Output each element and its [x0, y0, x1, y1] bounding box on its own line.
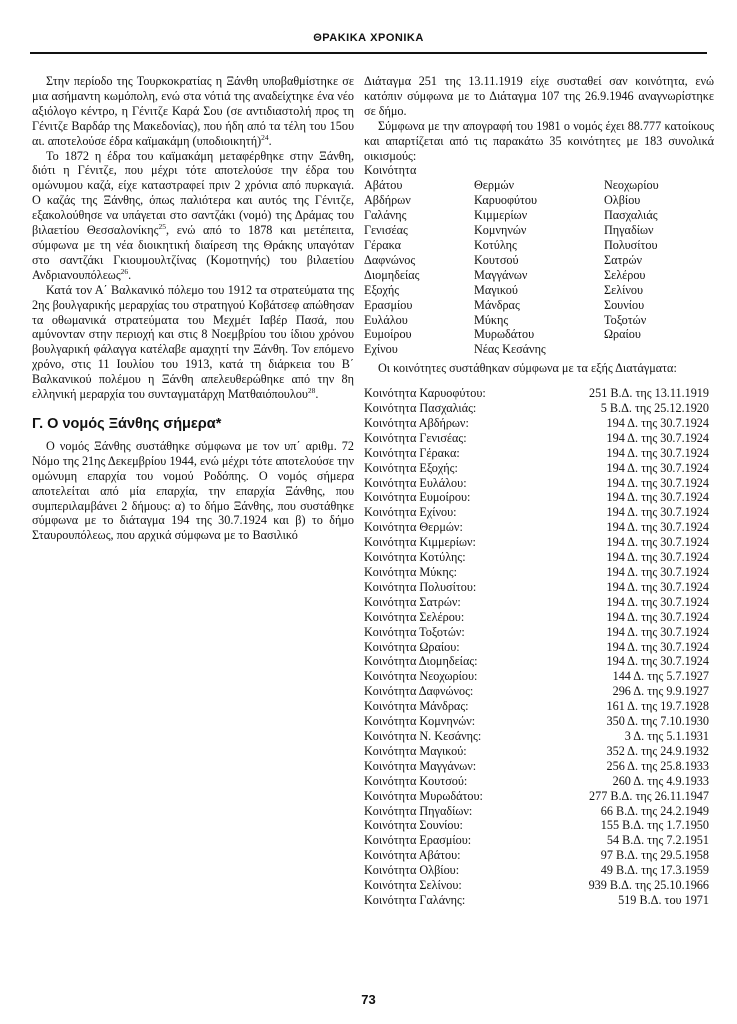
decree-community: Κοινότητα Μάνδρας:	[364, 699, 469, 714]
decree-community: Κοινότητα Σελίνου:	[364, 878, 462, 893]
village-list	[364, 163, 714, 357]
decree-reference: 144 Δ. της 5.7.1927	[612, 669, 709, 684]
decree-community: Κοινότητα Κομνηνών:	[364, 714, 476, 729]
decree-community: Κοινότητα Αβάτου:	[364, 848, 461, 863]
footnote-ref: 26	[120, 266, 129, 276]
paragraph-1872	[32, 149, 354, 283]
decree-community: Κοινότητα Κοτύλης:	[364, 550, 466, 565]
decree-row	[364, 580, 709, 595]
decree-row	[364, 431, 709, 446]
decree-community: Κοινότητα Σουνίου:	[364, 818, 463, 833]
left-column	[32, 74, 354, 543]
header-rule	[30, 52, 707, 54]
section-heading-mark: *	[215, 415, 222, 432]
decree-community: Κοινότητα Ωραίου:	[364, 639, 460, 654]
village-name: Αβάτου	[364, 178, 403, 193]
decree-row	[364, 535, 709, 550]
decree-reference: 256 Δ. της 25.8.1933	[606, 758, 709, 773]
village-name: Πασχαλιάς	[604, 208, 658, 223]
page-number: 73	[361, 992, 376, 1007]
decree-row	[364, 476, 709, 491]
decree-row	[364, 490, 709, 505]
village-name: Ευλάλου	[364, 312, 408, 327]
decree-reference: 296 Δ. της 9.9.1927	[612, 684, 709, 699]
footnote-ref: 24	[261, 132, 269, 142]
decree-reference: 194 Δ. της 30.7.1924	[606, 624, 709, 639]
decree-reference: 194 Δ. της 30.7.1924	[606, 594, 709, 609]
decree-community: Κοινότητα Πολυσίτου:	[364, 579, 477, 594]
decree-reference: 352 Δ. της 24.9.1932	[606, 743, 709, 758]
decree-row	[364, 744, 709, 759]
decree-row	[364, 520, 709, 535]
decree-community: Κοινότητα Πηγαδίων:	[364, 803, 473, 818]
decree-row	[364, 505, 709, 520]
village-name: Αβδήρων	[364, 193, 411, 208]
decree-reference: 194 Δ. της 30.7.1924	[606, 579, 709, 594]
village-name: Ολβίου	[604, 193, 641, 208]
decree-row	[364, 640, 709, 655]
paragraph-text: .	[315, 387, 319, 402]
decree-community: Κοινότητα Αβδήρων:	[364, 415, 469, 430]
paragraph-text: .	[268, 133, 272, 148]
running-header: ΘΡΑΚΙΚΑ ΧΡΟΝΙΚΑ	[313, 32, 424, 44]
village-name: Θερμών	[474, 178, 515, 193]
village-name: Σουνίου	[604, 297, 645, 312]
decree-community: Κοινότητα Μαγικού:	[364, 743, 467, 758]
village-name: Ερασμίου	[364, 297, 413, 312]
paragraph-prefecture: Ο νομός Ξάνθης συστάθηκε σύμφωνα με τον υπ΄ αριθμ. 72 Νόμο της 21ης Δεκεμβρίου 1944, ενώ μέχρι τότε αποτελούσε την ομώνυμη επαρχία του νομού Ροδόπης. Ο νομός σήμερα αποτελείται από μία επαρχία, την επαρχία Ξάνθης, που συμπεριλαμβάνει 2 δήμους: α) το δήμο Ξάνθης, που συστάθηκε σύμφωνα με το διάταγμα 194 της 30.7.1924 και β) το δήμο Σταυρουπόλεως, που αρχικά σύμφωνα με το Βασιλικό	[32, 438, 354, 543]
decree-community: Κοινότητα Σελέρου:	[364, 609, 465, 624]
decree-row	[364, 386, 709, 401]
village-name: Μύκης	[474, 312, 509, 327]
decree-reference: 194 Δ. της 30.7.1924	[606, 550, 709, 565]
decree-community: Κοινότητα Εχίνου:	[364, 505, 457, 520]
decree-row	[364, 625, 709, 640]
village-name	[604, 342, 714, 357]
village-name: Μαγγάνων	[474, 267, 528, 282]
decree-reference: 54 Β.Δ. της 7.2.1951	[606, 833, 709, 848]
decree-community: Κοινότητα Γαλάνης:	[364, 892, 466, 907]
decree-reference: 5 Β.Δ. της 25.12.1920	[600, 401, 709, 416]
paragraph-census: Σύμφωνα με την απογραφή του 1981 ο νομός έχει 88.777 κατοίκους και απαρτίζεται από τις παρακάτω 35 κοινότητες με 183 συνολικά οικισμούς:	[364, 118, 714, 163]
village-name: Πολυσίτου	[604, 237, 658, 252]
paragraph-text: Κατά τον Α΄ Βαλκανικό πόλεμο του 1912 τα στρατεύματα της 2ης βουλγαρικής μεραρχίας του στρατηγού Κοβάτσεφ απώθησαν τα οθωμανικά στρατεύματα του Μεχμέτ Ιαβέρ Πασά, που αμύνονταν στην περιοχή και στις 8 Νοεμβρίου του ίδιου χρόνου βουλγαρική φάλαγγα κατέλαβε αμαχητί την Ξάνθη. Τον επόμενο χρόνο, στις 11 Ιουλίου του 1913, κατά τη διάρκεια του Β΄ Βαλκανικού πολέμου η Ξάνθη απελευθερώθηκε από την 8η ελληνική μεραρχία του συνταγματάρχη Ματθαιόπουλου	[32, 282, 354, 402]
decrees-intro: Οι κοινότητες συστάθηκαν σύμφωνα με τα εξής Διατάγματα:	[378, 361, 677, 376]
decree-reference: 350 Δ. της 7.10.1930	[606, 714, 709, 729]
decree-row	[364, 446, 709, 461]
decree-row	[364, 550, 709, 565]
village-name: Μαγικού	[474, 282, 518, 297]
village-name: Γενισέας	[364, 223, 408, 238]
decree-row	[364, 610, 709, 625]
decree-row	[364, 729, 709, 744]
decree-row	[364, 818, 709, 833]
section-heading-text: Γ. Ο νομός Ξάνθης σήμερα	[32, 415, 216, 432]
decree-row	[364, 893, 709, 908]
paragraph-continuation: Διάταγμα 251 της 13.11.1919 είχε συσταθεί σαν κοινότητα, ενώ κατόπιν σύμφωνα με το Διάταγμα 107 της 26.9.1946 αναγνωρίστηκε σε δήμο.	[364, 74, 714, 118]
decree-community: Κοινότητα Πασχαλιάς:	[364, 401, 477, 416]
village-name: Πηγαδίων	[604, 223, 654, 238]
decree-community: Κοινότητα Διομηδείας:	[364, 654, 478, 669]
decree-row	[364, 699, 709, 714]
decree-community: Κοινότητα Ευμοίρου:	[364, 490, 471, 505]
village-name: Κοτύλης	[474, 237, 517, 252]
decree-community: Κοινότητα Θερμών:	[364, 520, 463, 535]
village-name: Γέρακα	[364, 237, 402, 252]
paragraph-text: Το 1872 η έδρα του καϊμακάμη μεταφέρθηκε στην Ξάνθη, διότι η Γένιτζε, που μέχρι τότε αποτελούσε την έδρα του ομώνυμου καζά, είχε καταστραφεί πριν 2 χρόνια από πυρκαγιά. Ο καζάς της Ξάνθης, όπως παλιότερα και αυτός της Γένιτζε, εξακολούθησε να υπάγεται στο σαντζάκι (νομό) της Δράμας του βιλαετίου Θεσσαλονίκης	[32, 148, 354, 238]
decree-community: Κοινότητα Μυρωδάτου:	[364, 788, 483, 803]
decree-reference: 194 Δ. της 30.7.1924	[606, 639, 709, 654]
village-name: Ωραίου	[604, 327, 641, 342]
decree-reference: 194 Δ. της 30.7.1924	[606, 505, 709, 520]
decree-community: Κοινότητα Κουτσού:	[364, 773, 468, 788]
decree-reference: 194 Δ. της 30.7.1924	[606, 565, 709, 579]
right-column	[364, 74, 714, 908]
decree-community: Κοινότητα Δαφνώνος:	[364, 684, 474, 699]
paragraph-text: .	[128, 267, 132, 282]
village-name: Τοξοτών	[604, 312, 647, 327]
decree-community: Κοινότητα Ερασμίου:	[364, 833, 472, 848]
paragraph-text: Στην περίοδο της Τουρκοκρατίας η Ξάνθη υποβαθμίστηκε σε μια ασήμαντη κωμόπολη, ενώ στα νότιά της αναδείχτηκε ένα νέο αξιόλογο κέντρο, η Γένιτζε Καρά Σου (σε αντιδιαστολή προς τη Γένιτζε Βαρδάρ της Μακεδονίας), που ήδη από τα τέλη του 15ου αι. αποτελούσε έδρα καϊμακάμη (υποδιοικητή)	[32, 74, 354, 148]
village-name: Εχίνου	[364, 342, 398, 357]
decree-reference: 49 Β.Δ. της 17.3.1959	[600, 863, 709, 878]
decree-row	[364, 714, 709, 729]
decree-reference: 519 Β.Δ. του 1971	[618, 892, 709, 907]
decree-reference: 251 Β.Δ. της 13.11.1919	[589, 386, 709, 401]
decree-row	[364, 774, 709, 789]
village-name: Διομηδείας	[364, 267, 420, 282]
paragraph-ottoman-period	[32, 74, 354, 149]
decree-row	[364, 833, 709, 848]
decree-reference: 194 Δ. της 30.7.1924	[606, 415, 709, 430]
decree-community: Κοινότητα Μαγγάνων:	[364, 758, 477, 773]
decree-reference: 939 Β.Δ. της 25.10.1966	[588, 878, 709, 893]
village-name: Ευμοίρου	[364, 327, 412, 342]
village-name: Γαλάνης	[364, 208, 407, 223]
decree-reference: 66 Β.Δ. της 24.2.1949	[600, 803, 709, 818]
decree-reference: 194 Δ. της 30.7.1924	[606, 445, 709, 460]
village-name: Εξοχής	[364, 282, 400, 297]
decree-reference: 155 Β.Δ. της 1.7.1950	[600, 818, 709, 833]
paragraph-balkan-wars	[32, 283, 354, 402]
village-name: Σατρών	[604, 252, 642, 267]
decree-reference: 194 Δ. της 30.7.1924	[606, 535, 709, 550]
village-name: Σελέρου	[604, 267, 646, 282]
decree-reference: 97 Β.Δ. της 29.5.1958	[600, 848, 709, 863]
decree-community: Κοινότητα Νεοχωρίου:	[364, 669, 478, 684]
section-heading	[32, 416, 354, 433]
decree-community: Κοινότητα Γέρακα:	[364, 445, 460, 460]
decree-row	[364, 878, 709, 893]
decree-community: Κοινότητα Ευλάλου:	[364, 475, 467, 490]
paragraph-text: , ενώ από το 1878 και μετέπειτα, σύμφωνα με τη νέα διοικητική διαίρεση της Θράκης υπαγόταν στο σαντζάκι Γκιουμουλτζίνας (Κομοτηνής) του βιλαετίου Ανδριανουπόλεως	[32, 223, 354, 282]
decree-community: Κοινότητα Καρυοφύτου:	[364, 386, 486, 401]
footnote-ref: 28	[307, 385, 316, 395]
village-name: Δαφνώνος	[364, 252, 416, 267]
decree-row	[364, 804, 709, 819]
decree-reference: 3 Δ. της 5.1.1931	[624, 728, 709, 743]
decree-reference: 194 Δ. της 30.7.1924	[606, 654, 709, 669]
decree-reference: 161 Δ. της 19.7.1928	[606, 699, 709, 714]
village-list-label: Κοινότητα	[364, 163, 417, 178]
decree-reference: 194 Δ. της 30.7.1924	[606, 609, 709, 624]
decree-community: Κοινότητα Μύκης:	[364, 565, 457, 579]
decree-row	[364, 595, 709, 610]
decree-list	[364, 386, 709, 908]
decree-reference: 194 Δ. της 30.7.1924	[606, 460, 709, 475]
decree-community: Κοινότητα Εξοχής:	[364, 460, 458, 475]
decree-community: Κοινότητα Τοξοτών:	[364, 624, 465, 639]
decree-row	[364, 416, 709, 431]
village-name: Καρυοφύτου	[474, 193, 538, 208]
decree-community: Κοινότητα Ολβίου:	[364, 863, 460, 878]
decree-community: Κοινότητα Κιμμερίων:	[364, 535, 476, 550]
decree-row	[364, 401, 709, 416]
footnote-ref: 25	[158, 222, 166, 231]
decree-reference: 260 Δ. της 4.9.1933	[612, 773, 709, 788]
village-name: Νέας Κεσάνης	[474, 342, 546, 357]
decree-row	[364, 759, 709, 774]
village-name: Μυρωδάτου	[474, 327, 535, 342]
decree-reference: 194 Δ. της 30.7.1924	[606, 490, 709, 505]
village-name: Σελίνου	[604, 282, 644, 297]
village-name: Μάνδρας	[474, 297, 520, 312]
village-name: Νεοχωρίου	[604, 178, 659, 193]
decree-row	[364, 461, 709, 476]
decree-row	[364, 684, 709, 699]
decree-reference: 194 Δ. της 30.7.1924	[606, 430, 709, 445]
village-name: Κομνηνών	[474, 223, 527, 238]
decree-row	[364, 789, 709, 804]
village-name: Κουτσού	[474, 252, 519, 267]
decree-community: Κοινότητα Γενισέας:	[364, 430, 467, 445]
decree-row	[364, 848, 709, 863]
decree-reference: 277 Β.Δ. της 26.11.1947	[589, 788, 709, 803]
decree-row	[364, 863, 709, 878]
decree-row	[364, 565, 709, 580]
decree-row	[364, 654, 709, 669]
decree-row	[364, 669, 709, 684]
decree-community: Κοινότητα Ν. Κεσάνης:	[364, 728, 482, 743]
decree-community: Κοινότητα Σατρών:	[364, 594, 461, 609]
decree-reference: 194 Δ. της 30.7.1924	[606, 520, 709, 535]
village-name: Κιμμερίων	[474, 208, 528, 223]
decree-reference: 194 Δ. της 30.7.1924	[606, 475, 709, 490]
